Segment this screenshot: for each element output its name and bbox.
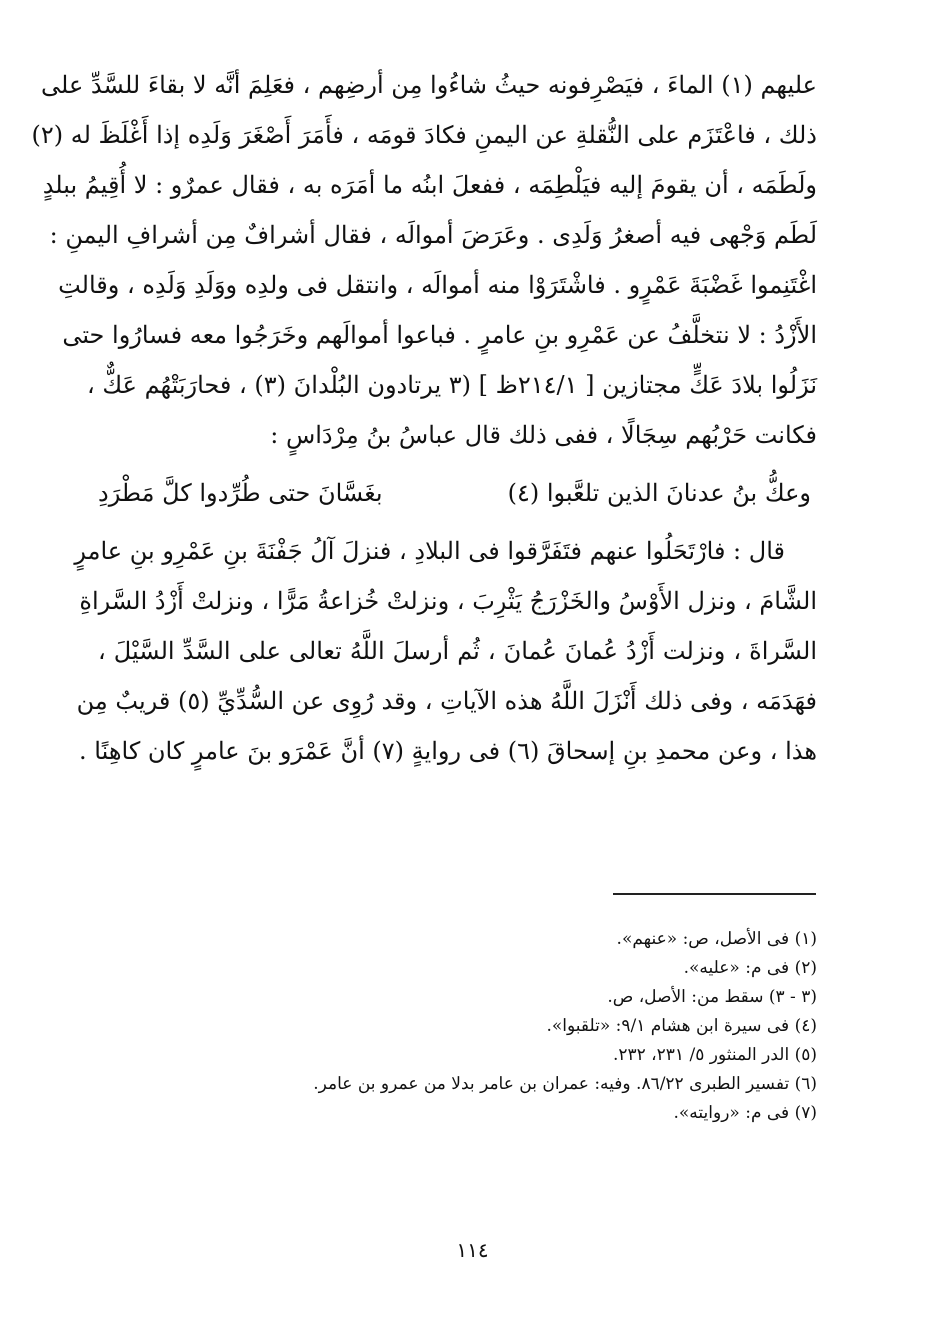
text-line: اغْتَنِموا غَضْبَةَ عَمْرٍو . فاشْتَرَوْا منه أموالَه ، وانتقل فى ولدِه ووَلَدِ وَلَدِه ، وقالتِ: [58, 271, 817, 299]
text-line: الشَّامَ ، ونزل الأَوْسُ والخَزْرَجُ يَثْرِبَ ، ونزلتْ خُزاعةُ مَرًّا ، ونزلتْ أَزْدُ السَّراةِ: [79, 587, 817, 615]
text-line: فهَدَمَه ، وفى ذلك أَنْزَلَ اللَّهُ هذه الآياتِ ، وقد رُوِى عن السُّدِّيِّ (٥) قريبٌ مِن: [76, 687, 817, 715]
footnote: (٢) فى م: «عليه».: [683, 958, 817, 978]
footnote: (٥) الدر المنثور ٥/ ٢٣١، ٢٣٢.: [612, 1045, 817, 1065]
text-line: ولَطَمَه ، أن يقومَ إليه فيَلْطِمَه ، ففعلَ ابنُه ما أمَرَه به ، فقال عمرٌو : لا أُقِيمُ ببلدٍ: [42, 171, 817, 199]
footnotes-list: [98, 925, 817, 1128]
verse-first-hemistich: وعكُّ بنُ عدنانَ الذين تلعَّبوا (٤): [507, 479, 811, 507]
page-content: [31, 60, 817, 1340]
main-text-block: [31, 60, 817, 460]
footnote: (٣ - ٣) سقط من: الأصل، ص.: [607, 987, 817, 1007]
page-number: ١١٤: [456, 1238, 489, 1262]
footnote: (٤) فى سيرة ابن هشام ٩/١: «تلقبوا».: [546, 1016, 817, 1036]
footnote: (٦) تفسير الطبرى ٨٦/٢٢. وفيه: عمران بن عامر بدلا من عمرو بن عامر.: [313, 1074, 817, 1094]
text-line: السَّراةَ ، ونزلت أَزْدُ عُمانَ عُمانَ ، ثُم أرسلَ اللَّهُ تعالى على السَّدِّ السَّيْلَ ،: [98, 637, 817, 665]
footnote: (٧) فى م: «روايته».: [673, 1103, 817, 1123]
text-line: عليهم (١) الماءَ ، فيَصْرِفونه حيثُ شاءُوا مِن أرضِهم ، فعَلِمَ أنَّه لا بقاءَ للسَّدِّ على: [41, 71, 817, 99]
footnote: (١) فى الأصل، ص: «عنهم».: [616, 929, 817, 949]
main-text-block-continued: [74, 526, 817, 776]
footnote-separator: [613, 893, 816, 895]
text-line: قال : فارْتَحَلُوا عنهم فتَفَرَّقوا فى البلادِ ، فنزلَ آلُ جَفْنَةَ بنِ عَمْرِو بنِ عامرٍ: [74, 537, 785, 565]
text-line: نَزَلُوا بلادَ عَكٍّ مجتازين [ ٢١٤/١ظ ] (٣ يرتادون البُلْدانَ (٣) ، فحارَبَتْهُم عَكٌّ ،: [87, 371, 817, 399]
text-line: ذلك ، فاعْتَزَم على النُّقلةِ عن اليمنِ فكادَ قومَه ، فأَمَرَ أَصْغَرَ وَلَدِه إذا أَغْلَظَ له (٢): [31, 121, 817, 149]
verse-second-hemistich: بغَسَّانَ حتى طُرِّدوا كلَّ مَطْرَدِ: [98, 479, 383, 507]
text-line: فكانت حَرْبُهم سِجَالًا ، ففى ذلك قال عباسُ بنُ مِرْدَاسٍ :: [270, 421, 817, 449]
text-line: لَطَم وَجْهى فيه أصغرُ وَلَدِى . وعَرَضَ أموالَه ، فقال أشرافٌ مِن أشرافِ اليمنِ :: [49, 221, 817, 249]
text-line: الأَزْدُ : لا نتخلَّفُ عن عَمْرِو بنِ عامرٍ . فباعوا أموالَهم وخَرَجُوا معه فسارُوا حتى: [62, 321, 817, 349]
text-line: هذا ، وعن محمدِ بنِ إسحاقَ (٦) فى روايةٍ (٧) أنَّ عَمْرَو بنَ عامرٍ كان كاهِنًا .: [79, 737, 817, 765]
poetry-verse: [98, 468, 817, 518]
